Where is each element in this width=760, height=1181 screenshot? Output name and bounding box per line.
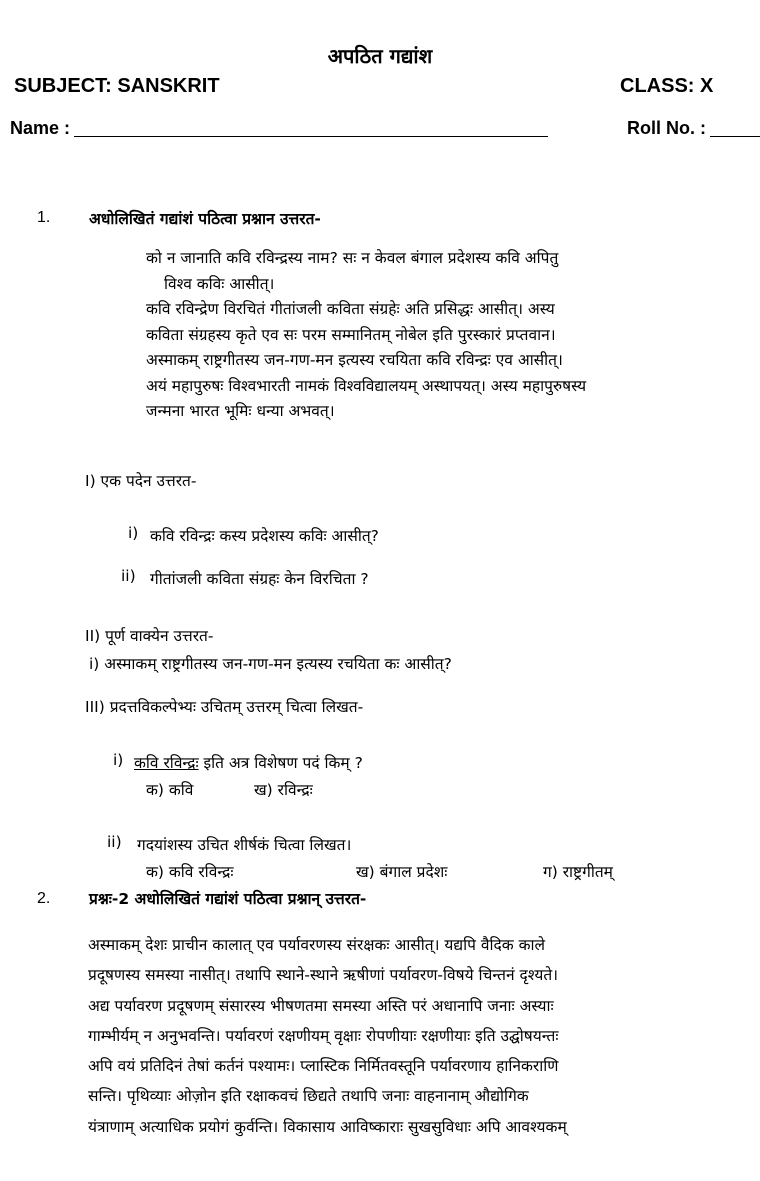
part3-q-i	[134, 751, 363, 773]
passage-line: कवि रविन्द्रेण विरचितं गीतांजली कविता संग्रहेः अति प्रसिद्धः आसीत्। अस्य	[146, 300, 555, 318]
passage-line: सन्ति। पृथिव्याः ओज़ोन इति रक्षाकवचं छिद्यते तथापि जनाः वाहनानाम् औद्योगिक	[88, 1087, 529, 1106]
passage-line: को न जानाति कवि रविन्द्रस्य नाम? सः न केवल बंगाल प्रदेशस्य कवि अपितु	[146, 249, 559, 267]
page-title: अपठित गद्यांश	[327, 44, 433, 68]
passage-line: विश्व कविः आसीत्।	[164, 274, 275, 293]
name-blank-line[interactable]	[74, 136, 548, 137]
name-label: Name :	[10, 118, 71, 138]
class-label: CLASS: X	[620, 75, 714, 97]
part3-q-i-option-b: ख) रविन्द्रः	[254, 781, 313, 799]
part2-q-i: i) अस्माकम् राष्ट्रगीतस्य जन-गण-मन इत्यस्य रचयिता कः आसीत्?	[89, 655, 452, 673]
passage-line: कविता संग्रहस्य कृते एव सः परम सम्मानितम् नोबेल इति पुरस्कारं प्रप्तवान।	[146, 325, 556, 344]
q2-passage	[88, 930, 728, 1142]
part3-q-ii: गदयांशस्य उचित शीर्षकं चित्वा लिखत।	[137, 836, 352, 854]
part3-q-ii-option-c: ग) राष्ट्रगीतम्	[543, 863, 613, 881]
part1-q-i-number: i)	[128, 524, 139, 542]
roll-label: Roll No. :	[627, 118, 706, 138]
part1-q-ii: गीतांजली कविता संग्रहः केन विरचिता ?	[150, 570, 369, 588]
part1-q-i: कवि रविन्द्रः कस्य प्रदेशस्य कविः आसीत्?	[150, 527, 379, 545]
passage-line: गाम्भीर्यम् न अनुभवन्ति। पर्यावरणं रक्षणीयम् वृक्षाः रोपणीयाः रक्षणीयाः इति उद्घोषयन्तः	[88, 1026, 559, 1045]
part3-heading: III) प्रदत्तविकल्पेभ्यः उचितम् उत्तरम् चित्वा लिखत-	[85, 698, 364, 716]
passage-line: प्रदूषणस्य समस्या नासीत्। तथापि स्थाने-स्थाने ऋषीणां पर्यावरण-विषये चिन्तनं दृश्यते।	[88, 966, 559, 985]
passage-line: अपि वयं प्रतिदिनं तेषां कर्तनं पश्यामः। प्लास्टिक निर्मितवस्तूनि पर्यावरणाय हानिकराणि	[88, 1057, 559, 1076]
passage-line: यंत्राणाम् अत्याधिक प्रयोगं कुर्वन्ति। विकासाय आविष्काराः सुखसुविधाः अपि आवश्यकम्	[88, 1117, 567, 1136]
part2-heading: II) पूर्ण वाक्येन उत्तरत-	[85, 627, 214, 645]
passage-line: अद्य पर्यावरण प्रदूषणम् संसारस्य भीषणतमा समस्या अस्ति परं अधानापि जनाः अस्याः	[88, 996, 554, 1015]
part1-heading: I) एक पदेन उत्तरत-	[85, 472, 197, 490]
part1-q-ii-number: ii)	[121, 567, 136, 585]
subject-label: SUBJECT: SANSKRIT	[14, 75, 220, 97]
part3-q-ii-option-b: ख) बंगाल प्रदेशः	[356, 863, 448, 881]
passage-line: अस्माकम् देशः प्राचीन कालात् एव पर्यावरणस्य संरक्षकः आसीत्। यद्यपि वैदिक काले	[88, 936, 546, 954]
q2-heading: प्रश्नः-2 अधोलिखितं गद्यांशं पठित्वा प्रश्नान् उत्तरत-	[89, 890, 367, 908]
part3-q-ii-option-a: क) कवि रविन्द्रः	[146, 863, 234, 881]
passage-line: जन्मना भारत भूमिः धन्या अभवत्।	[146, 402, 335, 420]
q2-number: 2.	[37, 890, 51, 907]
passage-line: अयं महापुरुषः विश्वभारती नामकं विश्वविद्यालयम् अस्थापयत्। अस्य महापुरुषस्य	[146, 376, 587, 395]
q1-passage	[146, 246, 586, 425]
q1-heading: अधोलिखितं गद्यांशं पठित्वा प्रश्नान उत्तरत-	[89, 210, 321, 228]
part3-q-i-number: i)	[113, 751, 124, 769]
passage-line: अस्माकम् राष्ट्रगीतस्य जन-गण-मन इत्यस्य रचयिता कवि रविन्द्रः एव आसीत्।	[146, 351, 563, 369]
q1-number: 1.	[37, 209, 51, 226]
underlined-phrase: कवि रविन्द्रः	[134, 754, 199, 772]
roll-blank-line[interactable]	[710, 136, 760, 137]
question-text: इति अत्र विशेषण पदं किम् ?	[203, 754, 363, 772]
part3-q-i-option-a: क) कवि	[146, 781, 194, 799]
part3-q-ii-number: ii)	[107, 833, 122, 851]
